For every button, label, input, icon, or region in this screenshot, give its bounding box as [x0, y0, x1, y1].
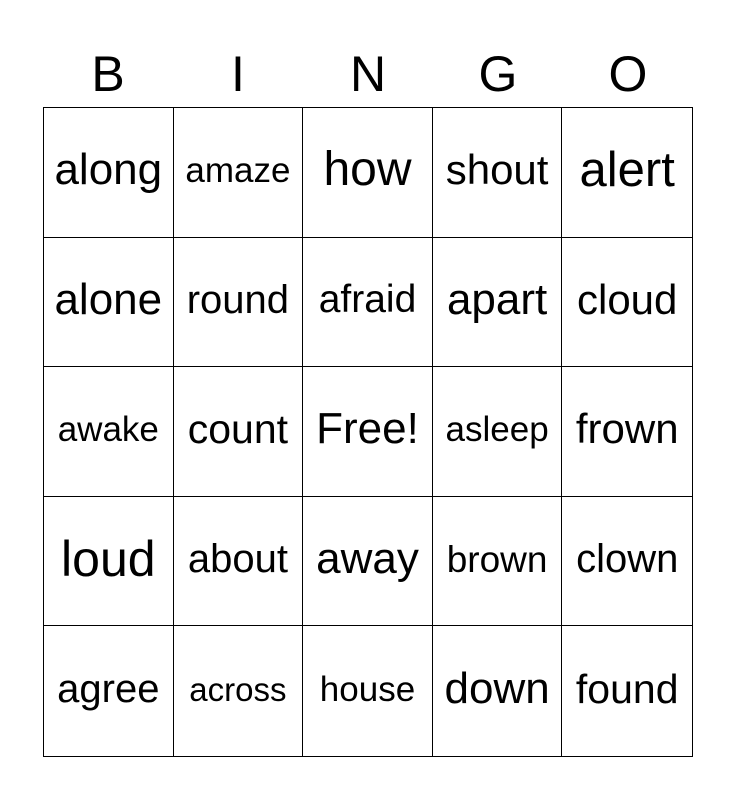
bingo-cell: away — [303, 497, 433, 627]
bingo-cell: asleep — [433, 367, 563, 497]
header-letter-b: B — [91, 46, 125, 102]
bingo-cell: alone — [44, 238, 174, 368]
bingo-cell: found — [575, 665, 679, 712]
bingo-board — [43, 107, 693, 757]
header-letter-n: N — [349, 46, 387, 102]
header-letter-i: I — [231, 46, 245, 102]
bingo-cell: agree — [44, 626, 174, 756]
header-letter-o: O — [608, 46, 648, 102]
bingo-cell: apart — [433, 238, 563, 368]
bingo-cell: down — [433, 626, 563, 756]
bingo-cell: how — [303, 108, 433, 238]
bingo-cell: loud — [44, 497, 174, 627]
bingo-cell: amaze — [174, 108, 304, 238]
free-space: Free! — [303, 367, 433, 497]
bingo-cell: clown — [562, 497, 692, 627]
bingo-cell: round — [174, 238, 304, 368]
header-letter-g: G — [478, 46, 518, 102]
bingo-cell: shout — [433, 108, 563, 238]
bingo-cell: brown — [433, 497, 563, 627]
bingo-cell: alert — [562, 108, 692, 238]
bingo-cell: awake — [44, 367, 174, 497]
bingo-cell: cloud — [562, 238, 692, 368]
bingo-cell: afraid — [303, 238, 433, 368]
bingo-cell: count — [174, 367, 304, 497]
bingo-header — [43, 42, 693, 106]
bingo-cell: along — [44, 108, 174, 238]
bingo-cell: about — [174, 497, 304, 627]
bingo-cell: house — [303, 626, 433, 756]
bingo-cell: across — [174, 626, 304, 756]
bingo-cell: frown — [562, 367, 692, 497]
